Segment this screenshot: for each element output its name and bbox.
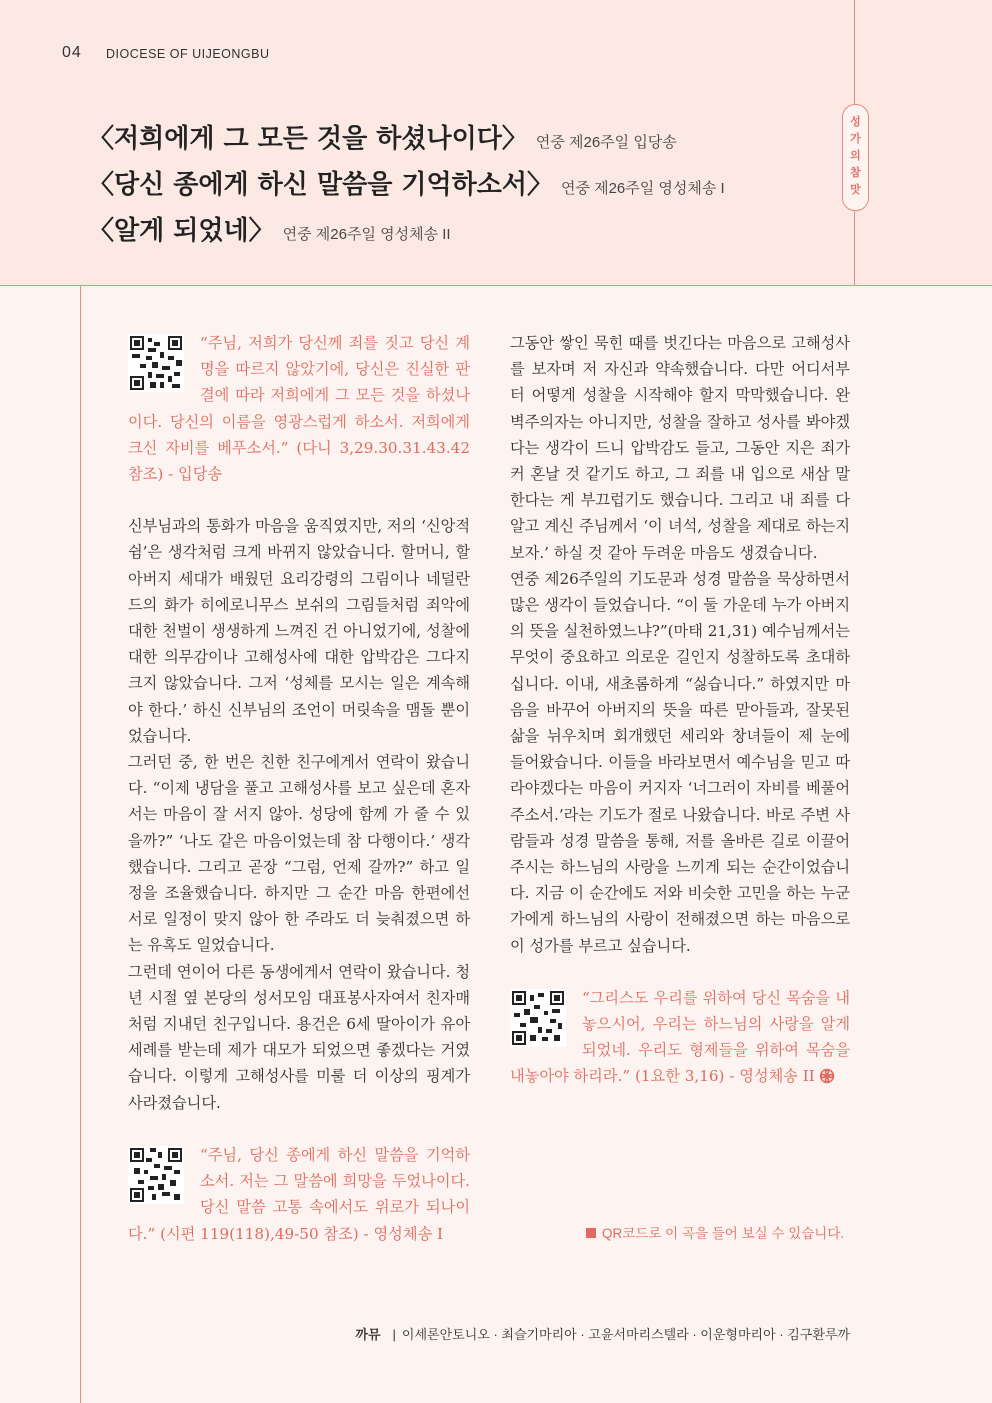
- song-subtitle: 연중 제26주일 입당송: [535, 134, 677, 151]
- right-column: [510, 330, 850, 1090]
- body-paragraph: 그런데 연이어 다른 동생에게서 연락이 왔습니다. 청년 시절 옆 본당의 성서모임 대표봉사자여서 친자매처럼 지내던 친구입니다. 용건은 6세 딸아이가 유아세례를 받는데 제가 대모가 되었으면 좋겠다는 거였습니다. 이렇게 고해성사를 미룰 더 이상의 핑계가 사라졌습니다.: [128, 962, 470, 1112]
- title-line: [88, 164, 725, 210]
- song-title: 〈알게 되었네〉: [88, 216, 275, 246]
- publication-name: DIOCESE OF UIJEONGBU: [106, 47, 270, 61]
- section-tag-char: 참: [850, 166, 861, 179]
- left-margin-rule: [80, 285, 81, 1403]
- qr-code-icon[interactable]: [128, 1146, 184, 1206]
- body-paragraph: 신부님과의 통화가 마음을 움직였지만, 저의 ‘신앙적 쉼’은 생각처럼 크게 바뀌지 않았습니다. 할머니, 할아버지 세대가 배웠던 요리강령의 그림이나 네덜란드의 화가 히에로니무스 보쉬의 그림들처럼 죄악에 대한 천벌이 생생하게 느껴진 건 아니었기에, 성찰에 대한 의무감이나 고해성사에 대한 압박감은 그다지 크지 않았습니다. 그저 ‘성체를 모시는 일은 계속해야 한다.’ 하신 신부님의 조언이 머릿속을 맴돌 뿐이었습니다.: [128, 517, 470, 745]
- credits-names: 이세론안토니오 · 최슬기마리아 · 고윤서마리스텔라 · 이운형마리아 · 김구환루까: [401, 1327, 850, 1342]
- title-line: [88, 118, 725, 164]
- qr-code-icon[interactable]: [128, 334, 184, 394]
- body-paragraph: 그동안 쌓인 묵힌 때를 벗긴다는 마음으로 고해성사를 보자며 저 자신과 약속했습니다. 다만 어디서부터 어떻게 성찰을 시작해야 할지 막막했습니다. 완벽주의자는 아니지만, 성찰을 잘하고 성사를 봐야겠다는 생각이 드니 압박감도 들고, 그동안 지은 죄가 커 혼날 것 같기도 하고, 그 죄를 내 입으로 새삼 말한다는 게 부끄럽기도 했습니다. 그리고 내 죄를 다 알고 계신 주님께서 ‘이 녀석, 성찰을 제대로 하는지 보자.’ 하실 것 같아 두려운 마음도 생겼습니다.: [510, 334, 850, 562]
- credits-separator: |: [392, 1327, 396, 1342]
- communion-antiphon-1-quote: [128, 1142, 470, 1247]
- body-paragraph: 연중 제26주일의 기도문과 성경 말씀을 묵상하면서 많은 생각이 들었습니다. “이 둘 가운데 누가 아버지의 뜻을 실천하였느냐?”(마태 21,31) 예수님께서는 무엇이 중요하고 의로운 길인지 성찰하도록 초대하십니다. 이내, 새초롬하게 “싫습니다.” 하였지만 마음을 바꾸어 아버지의 뜻을 따른 맏아들과, 잘못된 삶을 뉘우치며 회개했던 세리와 창녀들이 제 눈에 들어왔습니다. 이들을 바라보면서 예수님을 믿고 따라야겠다는 마음이 커지자 ‘너그러이 자비를 베풀어주소서.’라는 기도가 절로 나왔습니다. 바로 주변 사람들과 성경 말씀을 통해, 저를 올바른 길로 이끌어 주시는 하느님의 사랑을 느끼게 되는 순간이었습니다. 지금 이 순간에도 저와 비슷한 고민을 하는 누군가에게 하느님의 사랑이 전해졌으면 하는 마음으로 이 성가를 부르고 싶습니다.: [510, 569, 850, 955]
- qr-code-icon[interactable]: [510, 989, 566, 1049]
- section-tag-char: 맛: [850, 183, 861, 196]
- song-titles: [88, 118, 725, 256]
- flower-ornament-icon: [819, 1068, 835, 1084]
- song-title: 〈저희에게 그 모든 것을 하셨나이다〉: [88, 124, 528, 154]
- qr-note: [586, 1222, 844, 1242]
- page-number: 04: [62, 44, 82, 61]
- quote-text: “주님, 저희가 당신께 죄를 짓고 당신 계명을 따르지 않았기에, 당신은 진실한 판결에 따라 저희에게 그 모든 것을 하셨나이다. 당신의 이름을 영광스럽게 하소서. 저희에게 크신 자비를 베푸소서.” (다니 3,29.30.31.43.42 참조) - 입당송: [128, 334, 470, 484]
- entrance-antiphon-quote: [128, 330, 470, 487]
- section-tag-char: 의: [850, 149, 861, 162]
- song-title: 〈당신 종에게 하신 말씀을 기억하소서〉: [88, 170, 553, 200]
- quote-text: “주님, 당신 종에게 하신 말씀을 기억하소서. 저는 그 말씀에 희망을 두었나이다. 당신 말씀 고통 속에서도 위로가 되나이다.” (시편 119(118),49-50 참조) - 영성체송 I: [128, 1145, 470, 1243]
- section-tag-char: 성: [850, 115, 861, 128]
- square-bullet-icon: [586, 1228, 596, 1238]
- title-line: [88, 210, 725, 256]
- header-divider: [0, 285, 992, 286]
- section-tag: [842, 104, 869, 211]
- body-paragraph: 그러던 중, 한 번은 친한 친구에게서 연락이 왔습니다. “이제 냉담을 풀고 고해성사를 보고 싶은데 혼자서는 마음이 잘 서지 않아. 성당에 함께 가 줄 수 있을까?” ‘나도 같은 마음이었는데 참 다행이다.’ 생각했습니다. 그리고 곧장 “그럼, 언제 갈까?” 하고 일정을 조율했습니다. 하지만 그 순간 마음 한편에선 서로 일정이 맞지 않아 한 주라도 더 늦춰졌으면 하는 유혹도 일었습니다.: [128, 753, 470, 955]
- section-tag-char: 가: [850, 132, 861, 145]
- credits: [355, 1324, 850, 1343]
- qr-note-text: QR코드로 이 곡을 들어 보실 수 있습니다.: [602, 1226, 845, 1241]
- credits-label: 까뮤: [355, 1327, 381, 1342]
- left-column: [128, 330, 470, 1247]
- song-subtitle: 연중 제26주일 영성체송 II: [282, 226, 451, 243]
- song-subtitle: 연중 제26주일 영성체송 I: [560, 180, 725, 197]
- communion-antiphon-2-quote: [510, 985, 850, 1090]
- quote-text: “그리스도 우리를 위하여 당신 목숨을 내놓으시어, 우리는 하느님의 사랑을 알게 되었네. 우리도 형제들을 위하여 목숨을 내놓아야 하리라.” (1요한 3,16) - 영성체송 II: [510, 988, 850, 1086]
